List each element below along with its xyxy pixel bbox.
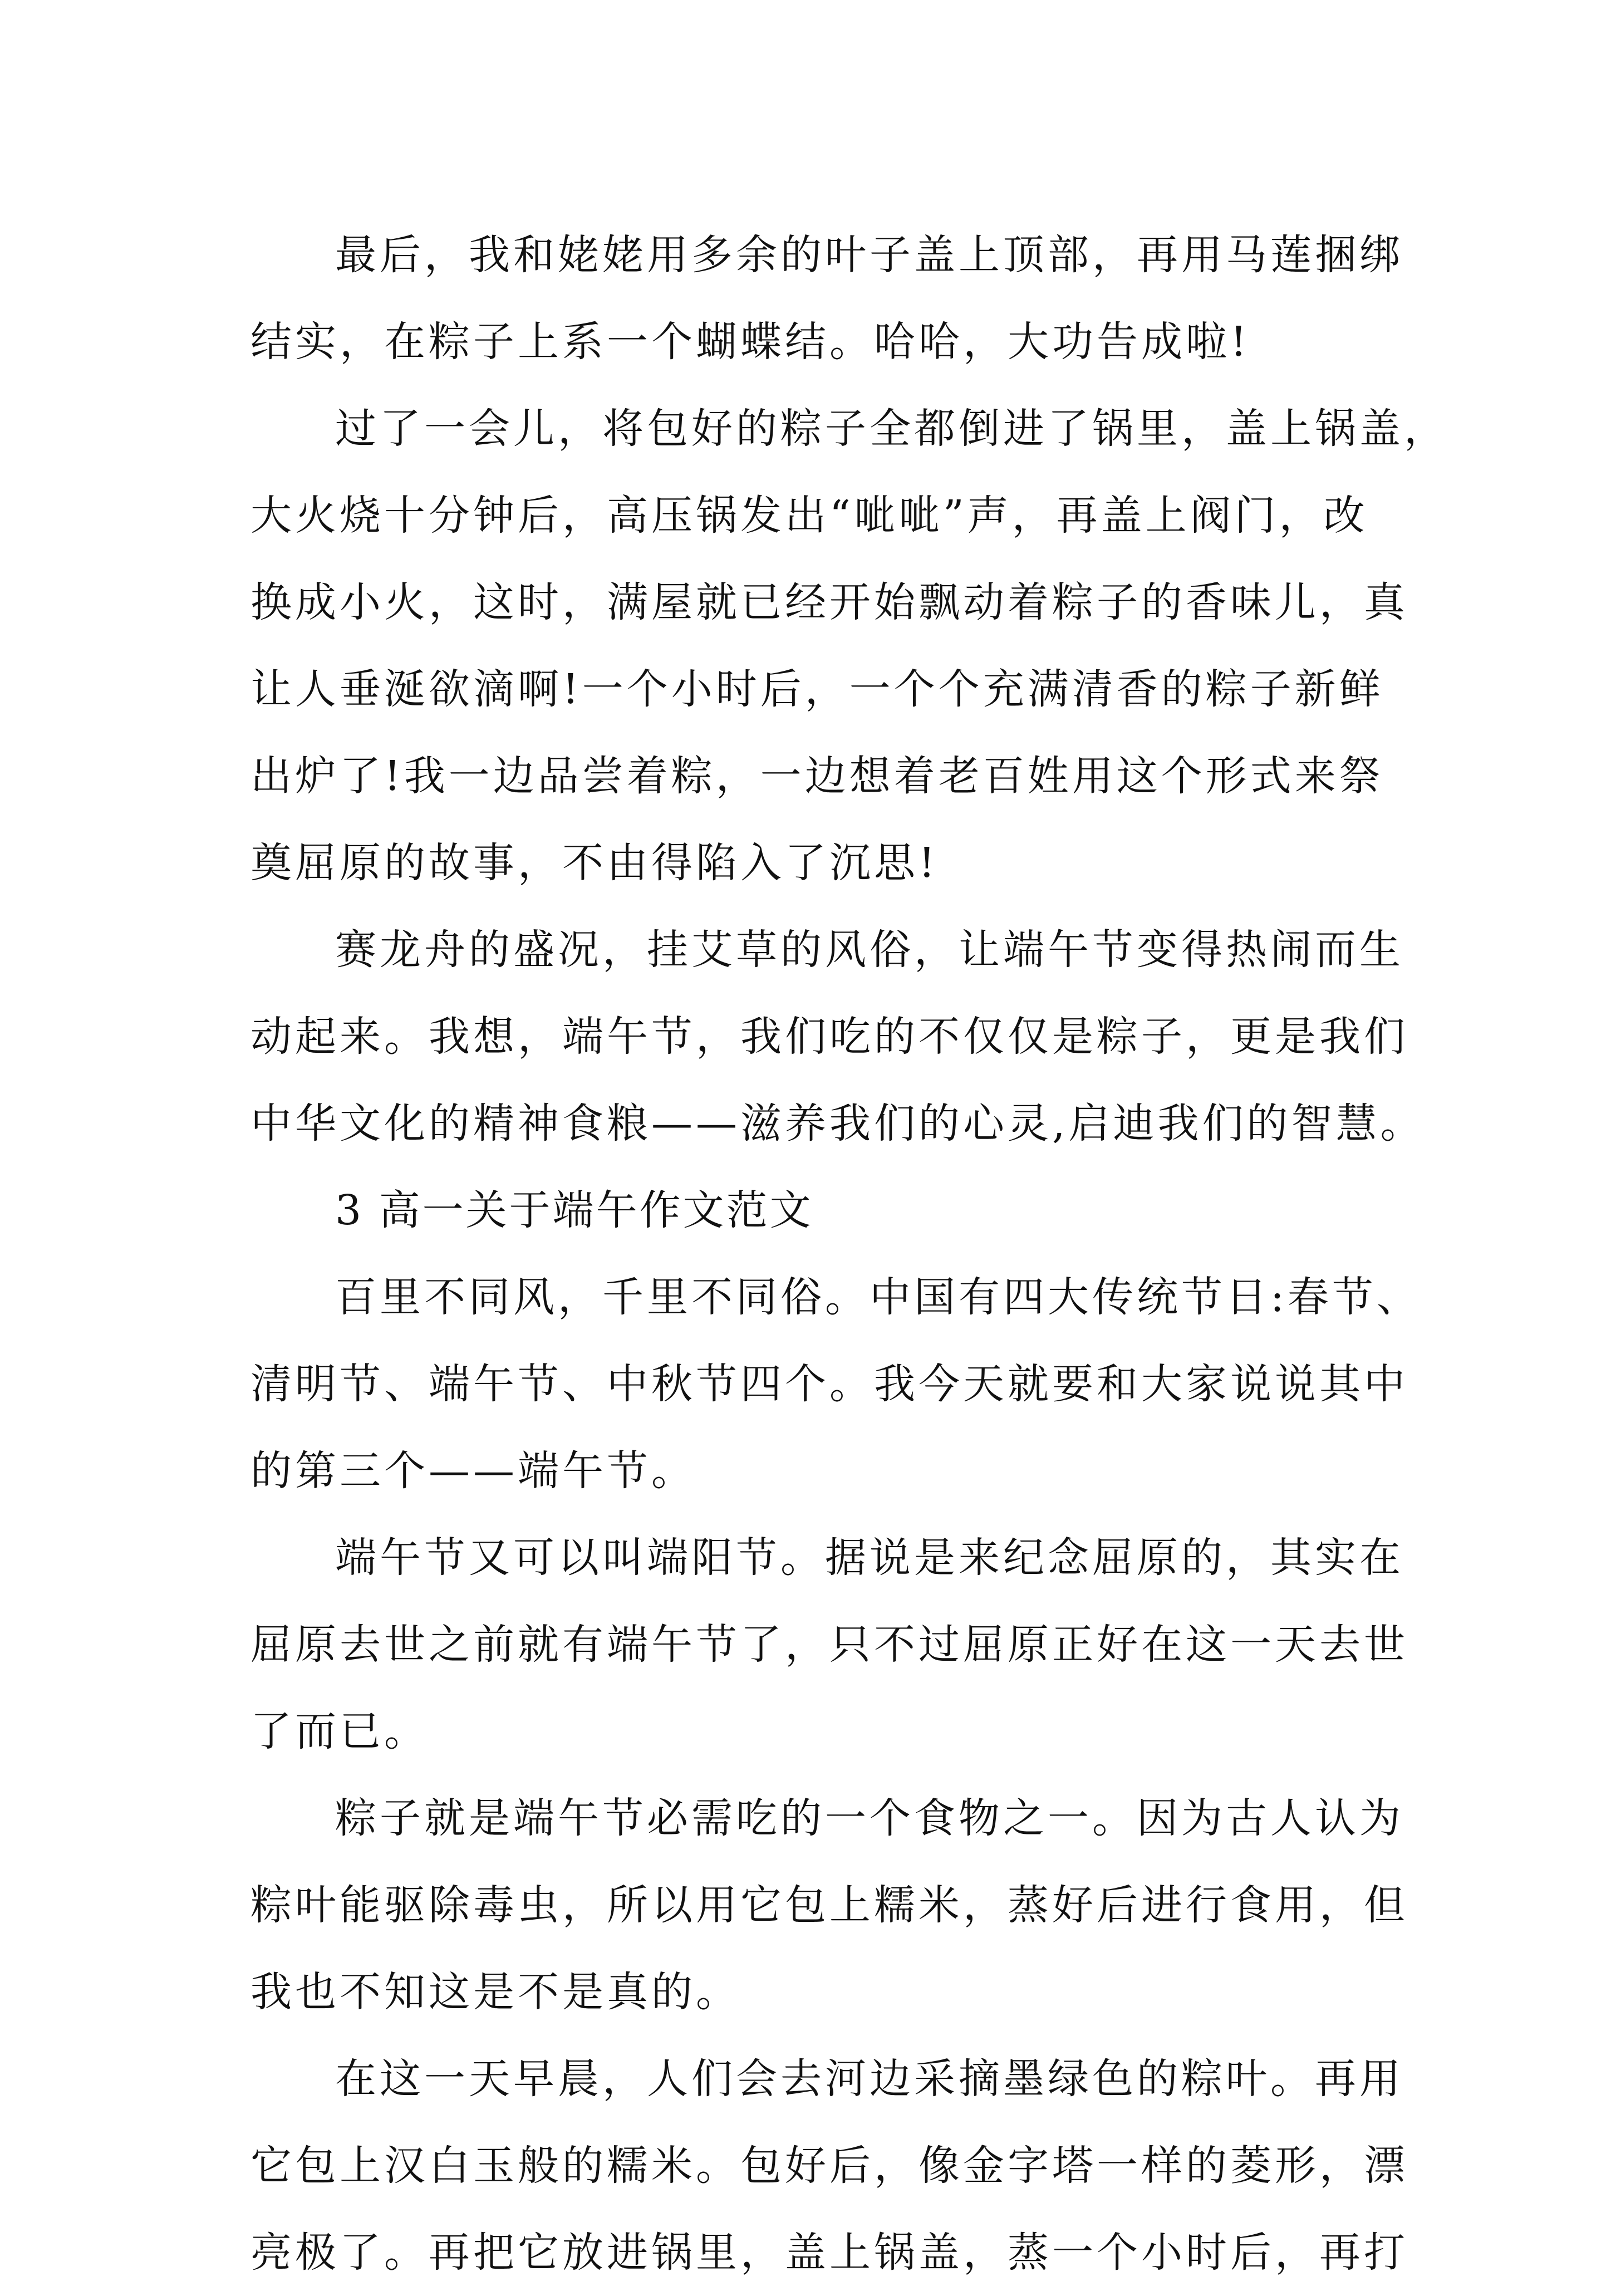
paragraph-line: 最后，我和姥姥用多余的叶子盖上顶部，再用马莲捆绑 — [335, 231, 1404, 279]
paragraph-line: 的第三个——端午节。 — [251, 1447, 696, 1495]
paragraph — [251, 1775, 1408, 2035]
paragraph — [251, 212, 1404, 385]
paragraph-line: 在这一天早晨，人们会去河边采摘墨绿色的粽叶。再用 — [335, 2055, 1404, 2103]
paragraph-line: 百里不同风，千里不同俗。中国有四大传统节日:春节、 — [335, 1273, 1421, 1321]
paragraph-line: 赛龙舟的盛况，挂艾草的风俗，让端午节变得热闹而生 — [335, 926, 1404, 974]
paragraph-line: 清明节、端午节、中秋节四个。我今天就要和大家说说其中 — [251, 1360, 1408, 1408]
paragraph-line: 我也不知这是不是真的。 — [251, 1968, 740, 2016]
paragraph-line: 大火烧十分钟后，高压锅发出“呲呲”声，再盖上阀门，改 — [251, 492, 1368, 539]
paragraph — [251, 1514, 1408, 1775]
paragraph — [251, 385, 1448, 906]
paragraph-line: 结实，在粽子上系一个蝴蝶结。哈哈，大功告成啦! — [251, 318, 1250, 366]
paragraph-line: 换成小火，这时，满屋就已经开始飘动着粽子的香味儿，真 — [251, 578, 1408, 626]
paragraph-line: 中华文化的精神食粮——滋养我们的心灵,启迪我们的智慧。 — [251, 1100, 1425, 1147]
paragraph-line: 奠屈原的故事，不由得陷入了沉思! — [251, 839, 939, 887]
paragraph-line: 粽叶能驱除毒虫，所以用它包上糯米，蒸好后进行食用，但 — [251, 1881, 1408, 1929]
document-body — [251, 212, 1448, 2296]
paragraph-line: 亮极了。再把它放进锅里，盖上锅盖，蒸一个小时后，再打 — [251, 2229, 1408, 2277]
paragraph — [251, 906, 1425, 1167]
paragraph-line: 让人垂涎欲滴啊!一个小时后，一个个充满清香的粽子新鲜 — [251, 665, 1384, 713]
paragraph-line: 粽子就是端午节必需吃的一个食物之一。因为古人认为 — [335, 1794, 1404, 1842]
paragraph-line: 动起来。我想，端午节，我们吃的不仅仅是粽子，更是我们 — [251, 1013, 1408, 1061]
paragraph-line: 它包上汉白玉般的糯米。包好后，像金字塔一样的菱形，漂 — [251, 2142, 1408, 2190]
paragraph-line: 端午节又可以叫端阳节。据说是来纪念屈原的，其实在 — [335, 1534, 1404, 1582]
paragraph-line: 了而已。 — [251, 1708, 429, 1755]
paragraph-line: 屈原去世之前就有端午节了，只不过屈原正好在这一天去世 — [251, 1621, 1408, 1669]
paragraph-line: 出炉了!我一边品尝着粽，一边想着老百姓用这个形式来祭 — [251, 752, 1384, 800]
paragraph — [251, 2035, 1408, 2296]
section-heading-text: 3 高一关于端午作文范文 — [335, 1186, 813, 1234]
paragraph — [251, 1254, 1421, 1514]
paragraph-line: 过了一会儿，将包好的粽子全都倒进了锅里，盖上锅盖， — [335, 405, 1448, 453]
section-heading — [251, 1167, 1364, 1254]
